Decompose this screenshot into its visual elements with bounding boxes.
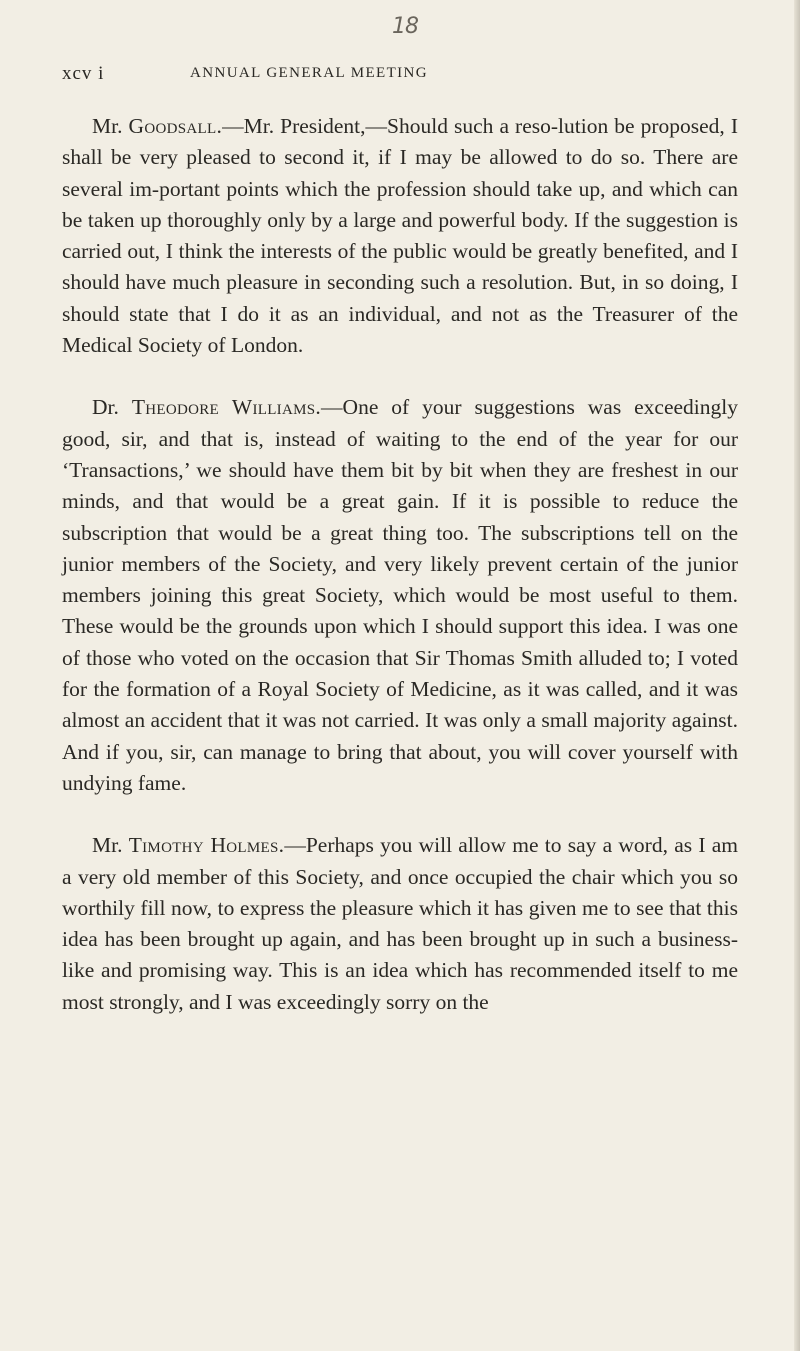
paragraph-text: —Mr. President,—Should such a reso-lution be proposed, I shall be very pleased to second it, if I may be allowed to do so. There are several im-portant points which the profession should take up, and which can be taken up thoroughly only by a large and powerful body. If the suggestion is carried out, I think the interests of the public would be greatly benefited, and I should have much pleasure in seconding such a resolution. But, in so doing, I should state that I do it as an individual, and not as the Treasurer of the Medical Society of London. [62, 114, 738, 358]
paragraph-text: —Perhaps you will allow me to say a word, as I am a very old member of this Society, and once occupied the chair which you so worthily fill now, to express the pleasure which it has given me to see that this idea has been brought up again, and has been brought up in such a business-like and promising way. This is an idea which has recommended itself to me most strongly, and I was exceedingly sorry on the [62, 833, 738, 1014]
speaker-name: Theodore Williams. [131, 395, 322, 420]
speaker-name: Timothy Holmes. [128, 833, 285, 858]
body-text [62, 111, 738, 1018]
handwritten-folio-mark: 18 [392, 14, 418, 39]
paragraph-williams [62, 392, 738, 799]
running-head: ANNUAL GENERAL MEETING [190, 65, 428, 81]
paragraph-text: —One of your suggestions was exceedingly good, sir, and that is, instead of waiting to the end of the year for our ‘Transactions,’ we should have them bit by bit when they are freshest in our minds, and that would be a great gain. If it is possible to reduce the subscription that would be a great thing too. The subscriptions tell on the junior members of the Society, and very likely prevent certain of the junior members joining this great Society, which would be most useful to them. These would be the grounds upon which I should support this idea. I was one of those who voted on the occasion that Sir Thomas Smith alluded to; I voted for the formation of a Royal Society of Medicine, as it was called, and it was almost an accident that it was not carried. It was only a small majority against. And if you, sir, can manage to bring that about, you will cover yourself with undying fame. [62, 395, 738, 795]
paragraph-holmes [62, 830, 738, 1018]
speaker-name: Goodsall. [128, 114, 223, 138]
speaker-title: Dr. [92, 395, 119, 420]
paragraph-goodsall [62, 111, 738, 361]
speaker-title: Mr. [92, 833, 123, 858]
page-header [62, 63, 662, 85]
page-edge-shadow [794, 0, 800, 1351]
page-number: xcv i [62, 63, 105, 84]
speaker-title: Mr. [92, 114, 123, 138]
